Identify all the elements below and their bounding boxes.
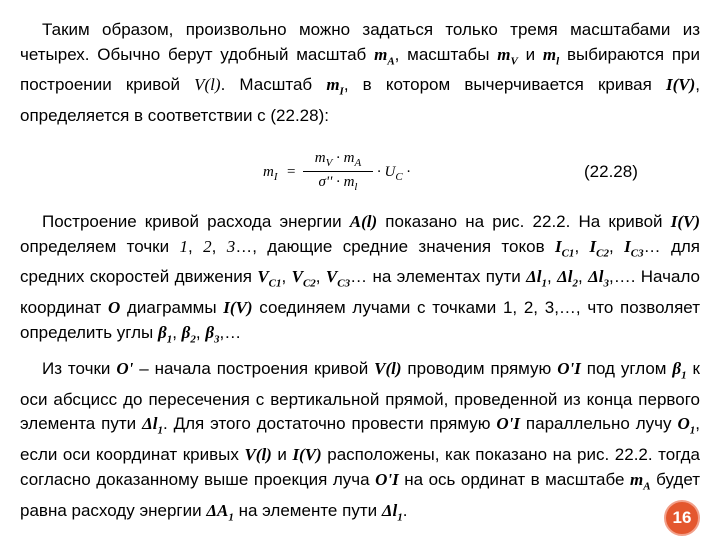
equation-number: (22.28) (584, 162, 638, 181)
page-number-badge: 16 (664, 500, 700, 536)
paragraph-procedure: Из точки O' – начала построения кривой V(l) проводим прямую O'I под углом $\beta_1$ к оси абсцисс до пересечения с вертикальной прямой, проведенной из конца первого элемента пути $\Delta l_1$. Для этого достаточно провести прямую O'I параллельно лучу $O_1$, если оси координат кривых V(l) и I(V) расположены, как показано на рис. 22.2. тогда согласно доказанному выше проекция луча O'I на ось ординат в масштабе $m_A$ будет равна расходу энергии $\Delta A_1$ на элементе пути $\Delta l_1$. (20, 359, 701, 524)
formula-22-28: $m_I$ = $m_V \cdot m_A$ $\sigma'' \cdot m_l$ · $U_C$ · (263, 150, 411, 193)
paragraph-scales: Таким образом, произвольно можно задаться только тремя масштабами из четырех. Обычно берут удобный масштаб $m_A$, масштабы $m_V$ и $m_l$ выбираются при построении кривой V(l). Масштаб $m_I$, в котором вычерчивается кривая I(V), определяется в соответствии с (22.28): (20, 20, 700, 126)
paragraph-construction: Построение кривой расхода энергии A(l) показано на рис. 22.2. На кривой I(V) определяем точки 1, 2, 3…, дающие средние значения токов $I_{C1}$, $I_{C2}$, $I_{C3}\dots$ для средних скоростей движения $V_{C1}$, $V_{C2}$, $V_{C3}\dots$ на элементах пути $\Delta l_1$, $\Delta l_2$, $\Delta l_3,\dots$. Начало координат O диаграммы I(V) соединяем лучами с точками 1, 2, 3,…, что позволяет определить углы $\beta_1$, $\beta_2$, $\beta_3,\dots$ (20, 212, 701, 346)
